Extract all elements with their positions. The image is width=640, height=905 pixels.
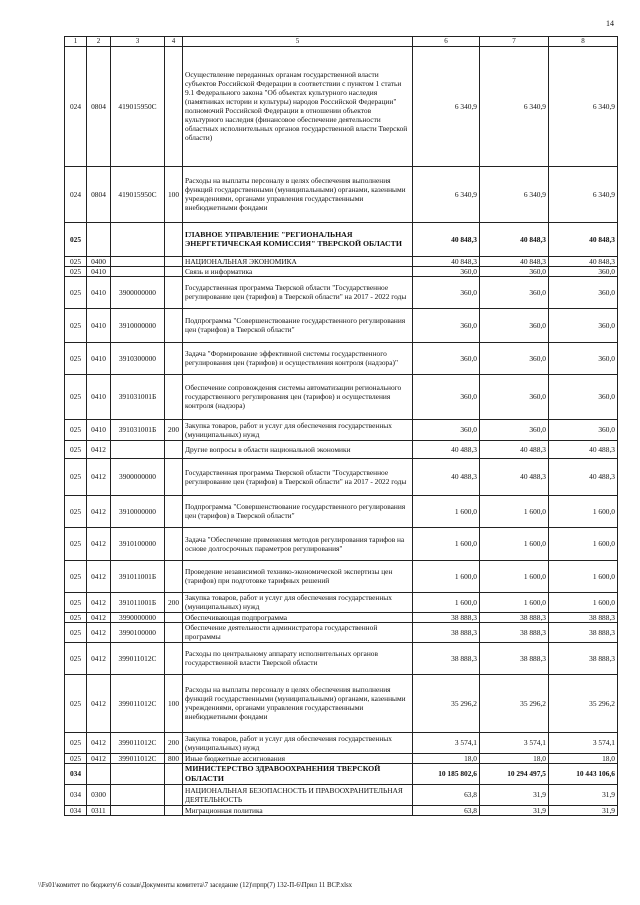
cell-section-code <box>87 763 111 784</box>
cell-amount-col6: 1 600,0 <box>413 495 480 527</box>
cell-expense-type <box>165 527 183 560</box>
cell-section-code: 0410 <box>87 342 111 374</box>
cell-amount-col6: 360,0 <box>413 419 480 440</box>
cell-description: ГЛАВНОЕ УПРАВЛЕНИЕ "РЕГИОНАЛЬНАЯ ЭНЕРГЕТИЧЕСКАЯ КОМИССИЯ" ТВЕРСКОЙ ОБЛАСТИ <box>183 222 413 256</box>
cell-target-code <box>111 440 165 458</box>
cell-amount-col7: 40 848,3 <box>480 256 549 266</box>
cell-amount-col6: 40 488,3 <box>413 440 480 458</box>
cell-amount-col6: 35 296,2 <box>413 674 480 732</box>
table-row <box>65 342 618 374</box>
cell-expense-type: 200 <box>165 592 183 612</box>
cell-description: Обеспечение сопровождения системы автоматизации регионального государственного регулирования цен (тарифов) и осуществления контроля (надзора) <box>183 374 413 419</box>
cell-amount-col7: 360,0 <box>480 276 549 308</box>
cell-admin-code: 025 <box>65 222 87 256</box>
cell-admin-code: 025 <box>65 622 87 642</box>
cell-expense-type <box>165 612 183 622</box>
column-header: 8 <box>549 37 618 47</box>
cell-amount-col8: 1 600,0 <box>549 495 618 527</box>
cell-expense-type <box>165 266 183 276</box>
cell-description: Задача "Формирование эффективной системы государственного регулирования цен (тарифов) и осуществления контроля (надзора)" <box>183 342 413 374</box>
cell-target-code: 391031001Б <box>111 374 165 419</box>
table-row <box>65 732 618 753</box>
table-row <box>65 674 618 732</box>
cell-target-code: 3910100000 <box>111 527 165 560</box>
cell-admin-code: 025 <box>65 458 87 495</box>
cell-expense-type <box>165 46 183 166</box>
cell-amount-col6: 1 600,0 <box>413 592 480 612</box>
table-row <box>65 527 618 560</box>
cell-admin-code: 025 <box>65 674 87 732</box>
table-row <box>65 419 618 440</box>
cell-amount-col6: 1 600,0 <box>413 527 480 560</box>
cell-admin-code: 025 <box>65 732 87 753</box>
cell-admin-code: 024 <box>65 166 87 222</box>
cell-description: НАЦИОНАЛЬНАЯ БЕЗОПАСНОСТЬ И ПРАВООХРАНИТЕЛЬНАЯ ДЕЯТЕЛЬНОСТЬ <box>183 784 413 805</box>
cell-amount-col6: 1 600,0 <box>413 560 480 592</box>
cell-target-code: 3900000000 <box>111 276 165 308</box>
cell-expense-type <box>165 622 183 642</box>
cell-expense-type <box>165 440 183 458</box>
cell-admin-code: 025 <box>65 342 87 374</box>
column-header: 6 <box>413 37 480 47</box>
page-number: 14 <box>606 19 614 28</box>
cell-amount-col7: 360,0 <box>480 374 549 419</box>
table-row <box>65 374 618 419</box>
cell-target-code <box>111 763 165 784</box>
cell-expense-type <box>165 276 183 308</box>
cell-amount-col8: 1 600,0 <box>549 527 618 560</box>
cell-description: МИНИСТЕРСТВО ЗДРАВООХРАНЕНИЯ ТВЕРСКОЙ ОБЛАСТИ <box>183 763 413 784</box>
cell-amount-col7: 10 294 497,5 <box>480 763 549 784</box>
cell-target-code: 419015950С <box>111 46 165 166</box>
cell-amount-col6: 40 848,3 <box>413 256 480 266</box>
cell-amount-col7: 360,0 <box>480 419 549 440</box>
cell-section-code: 0400 <box>87 256 111 266</box>
cell-admin-code: 025 <box>65 419 87 440</box>
cell-amount-col8: 31,9 <box>549 805 618 815</box>
table-row <box>65 622 618 642</box>
table-row <box>65 458 618 495</box>
cell-amount-col7: 360,0 <box>480 266 549 276</box>
cell-amount-col6: 6 340,9 <box>413 166 480 222</box>
table-row <box>65 592 618 612</box>
cell-section-code: 0412 <box>87 495 111 527</box>
cell-description: Осуществление переданных органам государственной власти субъектов Российской Федерации в соответствии с пунктом 1 статьи 9.1 Федерального закона "Об объектах культурного наследия (памятниках истории и культуры) народов Российской Федерации" полномочий Российской Федерации в отношении объектов культурного наследия (финансовое обеспечение деятельности областных исполнительных органов государственной власти Тверской области) <box>183 46 413 166</box>
cell-description: Закупка товаров, работ и услуг для обеспечения государственных (муниципальных) нужд <box>183 732 413 753</box>
table-row <box>65 805 618 815</box>
cell-expense-type <box>165 222 183 256</box>
cell-admin-code: 025 <box>65 374 87 419</box>
cell-admin-code: 025 <box>65 642 87 674</box>
cell-description: Обеспечение деятельности администратора государственной программы <box>183 622 413 642</box>
cell-section-code: 0412 <box>87 527 111 560</box>
cell-target-code: 399011012С <box>111 732 165 753</box>
cell-expense-type <box>165 495 183 527</box>
cell-description: Закупка товаров, работ и услуг для обеспечения государственных (муниципальных) нужд <box>183 419 413 440</box>
column-header: 4 <box>165 37 183 47</box>
cell-amount-col7: 6 340,9 <box>480 46 549 166</box>
cell-description: Расходы по центральному аппарату исполнительных органов государственной власти Тверской области <box>183 642 413 674</box>
cell-amount-col8: 38 888,3 <box>549 622 618 642</box>
cell-target-code <box>111 784 165 805</box>
cell-section-code: 0300 <box>87 784 111 805</box>
cell-description: Государственная программа Тверской области "Государственное регулирование цен (тарифов) в Тверской области" на 2017 - 2022 годы <box>183 458 413 495</box>
cell-amount-col7: 6 340,9 <box>480 166 549 222</box>
cell-target-code: 3990000000 <box>111 612 165 622</box>
cell-amount-col6: 40 488,3 <box>413 458 480 495</box>
table-row <box>65 166 618 222</box>
cell-section-code: 0311 <box>87 805 111 815</box>
cell-description: Проведение независимой технико-экономической экспертизы цен (тарифов) при подготовке тарифных решений <box>183 560 413 592</box>
cell-target-code: 3910300000 <box>111 342 165 374</box>
column-header: 5 <box>183 37 413 47</box>
cell-amount-col7: 35 296,2 <box>480 674 549 732</box>
cell-target-code <box>111 222 165 256</box>
cell-description: Связь и информатика <box>183 266 413 276</box>
cell-expense-type <box>165 308 183 342</box>
cell-description: Задача "Обеспечение применения методов регулирования тарифов на основе долгосрочных параметров регулирования" <box>183 527 413 560</box>
cell-section-code <box>87 222 111 256</box>
cell-amount-col8: 360,0 <box>549 266 618 276</box>
cell-amount-col8: 31,9 <box>549 784 618 805</box>
cell-description: Государственная программа Тверской области "Государственное регулирование цен (тарифов) в Тверской области" на 2017 - 2022 годы <box>183 276 413 308</box>
cell-amount-col8: 40 488,3 <box>549 458 618 495</box>
cell-section-code: 0412 <box>87 642 111 674</box>
cell-amount-col7: 1 600,0 <box>480 560 549 592</box>
cell-description: Другие вопросы в области национальной экономики <box>183 440 413 458</box>
cell-description: Подпрограмма "Совершенствование государственного регулирования цен (тарифов) в Тверской области" <box>183 495 413 527</box>
cell-expense-type <box>165 458 183 495</box>
cell-expense-type <box>165 784 183 805</box>
cell-amount-col8: 40 488,3 <box>549 440 618 458</box>
cell-target-code: 391031001Б <box>111 419 165 440</box>
column-number-row <box>65 37 618 47</box>
cell-section-code: 0412 <box>87 732 111 753</box>
cell-amount-col8: 360,0 <box>549 419 618 440</box>
cell-section-code: 0410 <box>87 374 111 419</box>
cell-amount-col8: 360,0 <box>549 276 618 308</box>
cell-amount-col7: 31,9 <box>480 805 549 815</box>
cell-section-code: 0412 <box>87 440 111 458</box>
cell-amount-col8: 40 848,3 <box>549 222 618 256</box>
cell-amount-col7: 1 600,0 <box>480 527 549 560</box>
cell-expense-type: 100 <box>165 166 183 222</box>
cell-amount-col6: 63,8 <box>413 805 480 815</box>
cell-amount-col6: 3 574,1 <box>413 732 480 753</box>
cell-amount-col8: 18,0 <box>549 753 618 763</box>
cell-amount-col7: 38 888,3 <box>480 612 549 622</box>
cell-section-code: 0804 <box>87 46 111 166</box>
cell-description: Обеспечивающая подпрограмма <box>183 612 413 622</box>
cell-section-code: 0412 <box>87 592 111 612</box>
cell-target-code: 399011012С <box>111 753 165 763</box>
cell-description: НАЦИОНАЛЬНАЯ ЭКОНОМИКА <box>183 256 413 266</box>
cell-amount-col8: 1 600,0 <box>549 560 618 592</box>
cell-amount-col6: 18,0 <box>413 753 480 763</box>
cell-amount-col8: 40 848,3 <box>549 256 618 266</box>
cell-admin-code: 025 <box>65 440 87 458</box>
cell-amount-col7: 1 600,0 <box>480 592 549 612</box>
cell-section-code: 0410 <box>87 276 111 308</box>
cell-amount-col7: 360,0 <box>480 308 549 342</box>
cell-amount-col7: 38 888,3 <box>480 622 549 642</box>
cell-amount-col6: 40 848,3 <box>413 222 480 256</box>
cell-target-code <box>111 266 165 276</box>
cell-amount-col8: 3 574,1 <box>549 732 618 753</box>
cell-description: Миграционная политика <box>183 805 413 815</box>
cell-admin-code: 025 <box>65 256 87 266</box>
cell-amount-col6: 38 888,3 <box>413 642 480 674</box>
cell-expense-type <box>165 560 183 592</box>
cell-amount-col6: 10 185 802,6 <box>413 763 480 784</box>
cell-amount-col6: 360,0 <box>413 266 480 276</box>
cell-section-code: 0412 <box>87 753 111 763</box>
cell-admin-code: 025 <box>65 266 87 276</box>
cell-description: Иные бюджетные ассигнования <box>183 753 413 763</box>
cell-target-code <box>111 805 165 815</box>
column-header: 1 <box>65 37 87 47</box>
cell-amount-col7: 3 574,1 <box>480 732 549 753</box>
cell-amount-col6: 63,8 <box>413 784 480 805</box>
cell-amount-col6: 38 888,3 <box>413 622 480 642</box>
cell-expense-type: 800 <box>165 753 183 763</box>
table-row <box>65 308 618 342</box>
cell-amount-col7: 40 848,3 <box>480 222 549 256</box>
table-row <box>65 266 618 276</box>
cell-amount-col6: 360,0 <box>413 308 480 342</box>
cell-target-code: 3910000000 <box>111 308 165 342</box>
cell-target-code: 3910000000 <box>111 495 165 527</box>
cell-section-code: 0410 <box>87 308 111 342</box>
cell-amount-col8: 360,0 <box>549 308 618 342</box>
table-row <box>65 763 618 784</box>
cell-target-code <box>111 256 165 266</box>
cell-expense-type <box>165 342 183 374</box>
table-row <box>65 276 618 308</box>
cell-expense-type <box>165 642 183 674</box>
cell-amount-col7: 31,9 <box>480 784 549 805</box>
cell-description: Расходы на выплаты персоналу в целях обеспечения выполнения функций государственными (муниципальными) органами, казенными учреждениями, органами управления государственными внебюджетными фондами <box>183 674 413 732</box>
column-header: 2 <box>87 37 111 47</box>
cell-admin-code: 025 <box>65 527 87 560</box>
column-header: 3 <box>111 37 165 47</box>
cell-admin-code: 025 <box>65 560 87 592</box>
cell-admin-code: 034 <box>65 784 87 805</box>
cell-description: Расходы на выплаты персоналу в целях обеспечения выполнения функций государственными (муниципальными) органами, казенными учреждениями, органами управления государственными внебюджетными фондами <box>183 166 413 222</box>
cell-target-code: 3900000000 <box>111 458 165 495</box>
budget-table <box>64 36 618 816</box>
cell-section-code: 0804 <box>87 166 111 222</box>
cell-expense-type <box>165 256 183 266</box>
table-row <box>65 440 618 458</box>
cell-amount-col7: 18,0 <box>480 753 549 763</box>
cell-admin-code: 025 <box>65 308 87 342</box>
cell-description: Закупка товаров, работ и услуг для обеспечения государственных (муниципальных) нужд <box>183 592 413 612</box>
table-row <box>65 222 618 256</box>
cell-section-code: 0412 <box>87 560 111 592</box>
cell-admin-code: 024 <box>65 46 87 166</box>
cell-amount-col7: 40 488,3 <box>480 440 549 458</box>
cell-amount-col6: 360,0 <box>413 276 480 308</box>
cell-amount-col7: 40 488,3 <box>480 458 549 495</box>
cell-amount-col8: 360,0 <box>549 342 618 374</box>
table-row <box>65 495 618 527</box>
cell-expense-type <box>165 805 183 815</box>
cell-admin-code: 034 <box>65 805 87 815</box>
cell-section-code: 0412 <box>87 622 111 642</box>
cell-section-code: 0410 <box>87 266 111 276</box>
table-row <box>65 753 618 763</box>
cell-expense-type: 100 <box>165 674 183 732</box>
cell-amount-col7: 38 888,3 <box>480 642 549 674</box>
cell-target-code: 419015950С <box>111 166 165 222</box>
cell-amount-col8: 35 296,2 <box>549 674 618 732</box>
table-row <box>65 256 618 266</box>
cell-amount-col6: 38 888,3 <box>413 612 480 622</box>
cell-description: Подпрограмма "Совершенствование государственного регулирования цен (тарифов) в Тверской области" <box>183 308 413 342</box>
file-path-footer: \\Fs01\комитет по бюджету\6 созыв\Документы комитета\7 заседание (12)\прпр(7) 132-П-6\Прил 11 ВСР.xlsx <box>38 882 353 889</box>
cell-section-code: 0412 <box>87 674 111 732</box>
cell-admin-code: 025 <box>65 495 87 527</box>
cell-admin-code: 025 <box>65 276 87 308</box>
cell-expense-type <box>165 374 183 419</box>
cell-admin-code: 034 <box>65 763 87 784</box>
table-row <box>65 612 618 622</box>
cell-amount-col7: 1 600,0 <box>480 495 549 527</box>
cell-admin-code: 025 <box>65 612 87 622</box>
cell-target-code: 3990100000 <box>111 622 165 642</box>
cell-amount-col7: 360,0 <box>480 342 549 374</box>
cell-target-code: 399011012С <box>111 674 165 732</box>
cell-expense-type: 200 <box>165 419 183 440</box>
cell-amount-col8: 38 888,3 <box>549 612 618 622</box>
cell-expense-type: 200 <box>165 732 183 753</box>
cell-amount-col8: 10 443 106,6 <box>549 763 618 784</box>
cell-admin-code: 025 <box>65 592 87 612</box>
cell-amount-col6: 360,0 <box>413 374 480 419</box>
cell-target-code: 399011012С <box>111 642 165 674</box>
cell-section-code: 0412 <box>87 612 111 622</box>
cell-amount-col6: 6 340,9 <box>413 46 480 166</box>
cell-section-code: 0410 <box>87 419 111 440</box>
cell-amount-col8: 1 600,0 <box>549 592 618 612</box>
table-row <box>65 560 618 592</box>
cell-target-code: 391011001Б <box>111 592 165 612</box>
cell-amount-col8: 360,0 <box>549 374 618 419</box>
cell-amount-col8: 6 340,9 <box>549 46 618 166</box>
column-header: 7 <box>480 37 549 47</box>
cell-section-code: 0412 <box>87 458 111 495</box>
table-row <box>65 784 618 805</box>
cell-expense-type <box>165 763 183 784</box>
cell-admin-code: 025 <box>65 753 87 763</box>
cell-target-code: 391011001Б <box>111 560 165 592</box>
cell-amount-col8: 38 888,3 <box>549 642 618 674</box>
cell-amount-col8: 6 340,9 <box>549 166 618 222</box>
cell-amount-col6: 360,0 <box>413 342 480 374</box>
table-row <box>65 642 618 674</box>
table-row <box>65 46 618 166</box>
